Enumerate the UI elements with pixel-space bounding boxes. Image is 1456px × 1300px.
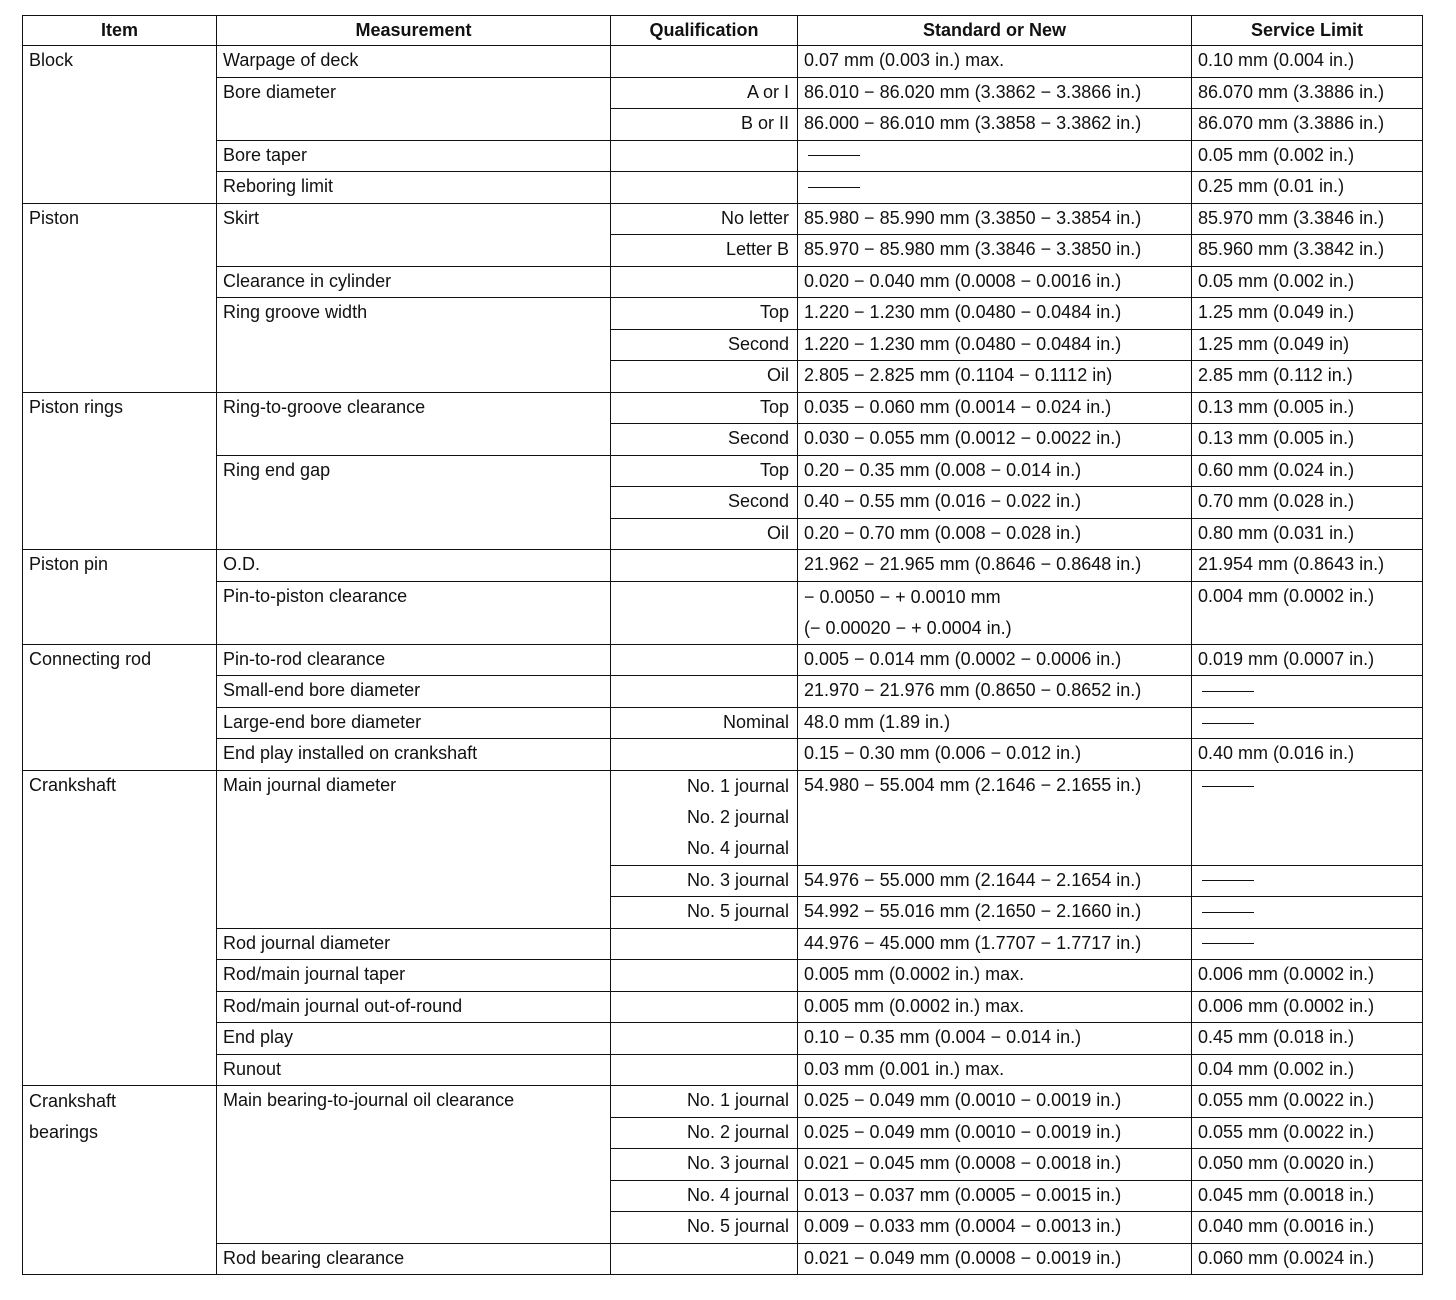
standard-cell: 85.980 − 85.990 mm (3.3850 − 3.3854 in.) (798, 203, 1192, 235)
service-limit-cell: 0.045 mm (0.0018 in.) (1192, 1180, 1423, 1212)
header-item: Item (23, 16, 217, 46)
service-limit-cell: 0.25 mm (0.01 in.) (1192, 172, 1423, 204)
service-limit-cell: 0.40 mm (0.016 in.) (1192, 739, 1423, 771)
service-limit-cell: 0.050 mm (0.0020 in.) (1192, 1149, 1423, 1181)
table-row (23, 1054, 1423, 1086)
measurement-cell: Pin-to-rod clearance (217, 644, 611, 676)
standard-cell: 21.962 − 21.965 mm (0.8646 − 0.8648 in.) (798, 550, 1192, 582)
standard-cell: 86.000 − 86.010 mm (3.3858 − 3.3862 in.) (798, 109, 1192, 141)
service-limit-cell: 0.60 mm (0.024 in.) (1192, 455, 1423, 487)
qualification-cell: No. 1 journal No. 2 journal No. 4 journal (611, 770, 798, 865)
measurement-cell: Rod/main journal taper (217, 960, 611, 992)
spec-table (22, 15, 1423, 1275)
item-cell: Piston rings (23, 392, 217, 550)
service-limit-cell: 0.04 mm (0.002 in.) (1192, 1054, 1423, 1086)
table-row (23, 707, 1423, 739)
measurement-cell: Main bearing-to-journal oil clearance (217, 1086, 611, 1244)
qualification-cell (611, 676, 798, 708)
header-service-limit: Service Limit (1192, 16, 1423, 46)
standard-cell: 0.021 − 0.049 mm (0.0008 − 0.0019 in.) (798, 1243, 1192, 1275)
table-row (23, 203, 1423, 235)
service-limit-cell: 0.055 mm (0.0022 in.) (1192, 1117, 1423, 1149)
item-cell: Crankshaft (23, 770, 217, 1085)
measurement-cell: Warpage of deck (217, 46, 611, 78)
qualification-cell: Oil (611, 518, 798, 550)
standard-cell: 44.976 − 45.000 mm (1.7707 − 1.7717 in.) (798, 928, 1192, 960)
measurement-cell: Runout (217, 1054, 611, 1086)
standard-cell: 0.40 − 0.55 mm (0.016 − 0.022 in.) (798, 487, 1192, 519)
qualification-cell (611, 1243, 798, 1275)
standard-cell: 2.805 − 2.825 mm (0.1104 − 0.1112 in) (798, 361, 1192, 393)
qualification-cell: Top (611, 455, 798, 487)
standard-cell: 54.980 − 55.004 mm (2.1646 − 2.1655 in.) (798, 770, 1192, 865)
service-limit-cell: 0.004 mm (0.0002 in.) (1192, 581, 1423, 644)
qualification-cell (611, 581, 798, 644)
service-limit-cell: 0.70 mm (0.028 in.) (1192, 487, 1423, 519)
standard-cell: 0.005 mm (0.0002 in.) max. (798, 960, 1192, 992)
qualification-cell: No letter (611, 203, 798, 235)
item-cell: Crankshaft bearings (23, 1086, 217, 1275)
standard-cell (798, 140, 1192, 172)
standard-cell: 48.0 mm (1.89 in.) (798, 707, 1192, 739)
standard-cell: 0.035 − 0.060 mm (0.0014 − 0.024 in.) (798, 392, 1192, 424)
standard-cell: 0.03 mm (0.001 in.) max. (798, 1054, 1192, 1086)
service-limit-cell (1192, 770, 1423, 865)
standard-cell: 0.10 − 0.35 mm (0.004 − 0.014 in.) (798, 1023, 1192, 1055)
table-row (23, 298, 1423, 330)
qualification-cell (611, 1023, 798, 1055)
service-limit-cell: 0.05 mm (0.002 in.) (1192, 266, 1423, 298)
standard-cell: 0.15 − 0.30 mm (0.006 − 0.012 in.) (798, 739, 1192, 771)
table-row (23, 644, 1423, 676)
qualification-cell: No. 2 journal (611, 1117, 798, 1149)
qualification-cell: No. 1 journal (611, 1086, 798, 1118)
service-limit-cell (1192, 865, 1423, 897)
qualification-cell (611, 928, 798, 960)
qualification-cell (611, 46, 798, 78)
measurement-cell: Ring groove width (217, 298, 611, 393)
measurement-cell: End play (217, 1023, 611, 1055)
measurement-cell: Ring end gap (217, 455, 611, 550)
standard-cell: 1.220 − 1.230 mm (0.0480 − 0.0484 in.) (798, 329, 1192, 361)
standard-cell: 85.970 − 85.980 mm (3.3846 − 3.3850 in.) (798, 235, 1192, 267)
header-qualification: Qualification (611, 16, 798, 46)
header-standard: Standard or New (798, 16, 1192, 46)
header-measurement: Measurement (217, 16, 611, 46)
standard-cell: 0.013 − 0.037 mm (0.0005 − 0.0015 in.) (798, 1180, 1192, 1212)
service-limit-cell: 2.85 mm (0.112 in.) (1192, 361, 1423, 393)
service-limit-cell: 0.006 mm (0.0002 in.) (1192, 991, 1423, 1023)
dash-mark (808, 187, 860, 188)
measurement-cell: Clearance in cylinder (217, 266, 611, 298)
table-row (23, 172, 1423, 204)
service-limit-cell: 0.05 mm (0.002 in.) (1192, 140, 1423, 172)
qualification-cell: Top (611, 392, 798, 424)
standard-cell: 0.025 − 0.049 mm (0.0010 − 0.0019 in.) (798, 1086, 1192, 1118)
table-row (23, 928, 1423, 960)
table-row (23, 676, 1423, 708)
qualification-cell (611, 1054, 798, 1086)
standard-cell: 54.976 − 55.000 mm (2.1644 − 2.1654 in.) (798, 865, 1192, 897)
qualification-cell (611, 644, 798, 676)
standard-cell: 0.021 − 0.045 mm (0.0008 − 0.0018 in.) (798, 1149, 1192, 1181)
table-row (23, 550, 1423, 582)
measurement-cell: Reboring limit (217, 172, 611, 204)
standard-cell: 0.20 − 0.70 mm (0.008 − 0.028 in.) (798, 518, 1192, 550)
service-limit-cell: 0.45 mm (0.018 in.) (1192, 1023, 1423, 1055)
table-row (23, 392, 1423, 424)
table-row (23, 739, 1423, 771)
item-cell: Connecting rod (23, 644, 217, 770)
standard-cell: 0.025 − 0.049 mm (0.0010 − 0.0019 in.) (798, 1117, 1192, 1149)
service-limit-cell: 0.060 mm (0.0024 in.) (1192, 1243, 1423, 1275)
standard-cell: − 0.0050 − + 0.0010 mm (− 0.00020 − + 0.0004 in.) (798, 581, 1192, 644)
service-limit-cell: 0.80 mm (0.031 in.) (1192, 518, 1423, 550)
service-limit-cell: 86.070 mm (3.3886 in.) (1192, 109, 1423, 141)
dash-mark (808, 155, 860, 156)
service-limit-cell: 85.960 mm (3.3842 in.) (1192, 235, 1423, 267)
table-row (23, 991, 1423, 1023)
measurement-cell: Pin-to-piston clearance (217, 581, 611, 644)
standard-cell: 21.970 − 21.976 mm (0.8650 − 0.8652 in.) (798, 676, 1192, 708)
qualification-cell: A or I (611, 77, 798, 109)
measurement-cell: Small-end bore diameter (217, 676, 611, 708)
dash-mark (1202, 723, 1254, 724)
service-limit-cell: 0.019 mm (0.0007 in.) (1192, 644, 1423, 676)
qualification-cell (611, 140, 798, 172)
item-cell: Piston pin (23, 550, 217, 645)
qualification-cell: Second (611, 329, 798, 361)
service-limit-cell: 1.25 mm (0.049 in) (1192, 329, 1423, 361)
measurement-cell: O.D. (217, 550, 611, 582)
qualification-cell: Second (611, 424, 798, 456)
standard-cell: 0.030 − 0.055 mm (0.0012 − 0.0022 in.) (798, 424, 1192, 456)
item-cell: Block (23, 46, 217, 204)
service-limit-cell: 0.13 mm (0.005 in.) (1192, 424, 1423, 456)
table-row (23, 46, 1423, 78)
header-row (23, 16, 1423, 46)
dash-mark (1202, 912, 1254, 913)
measurement-cell: Rod journal diameter (217, 928, 611, 960)
measurement-cell: End play installed on crankshaft (217, 739, 611, 771)
qualification-cell: Letter B (611, 235, 798, 267)
qualification-cell (611, 266, 798, 298)
table-row (23, 455, 1423, 487)
standard-cell: 0.20 − 0.35 mm (0.008 − 0.014 in.) (798, 455, 1192, 487)
measurement-cell: Main journal diameter (217, 770, 611, 928)
standard-cell: 0.07 mm (0.003 in.) max. (798, 46, 1192, 78)
standard-cell: 0.005 − 0.014 mm (0.0002 − 0.0006 in.) (798, 644, 1192, 676)
service-limit-cell: 86.070 mm (3.3886 in.) (1192, 77, 1423, 109)
measurement-cell: Skirt (217, 203, 611, 266)
qualification-cell: No. 3 journal (611, 865, 798, 897)
table-row (23, 77, 1423, 109)
table-row (23, 770, 1423, 865)
service-limit-cell: 0.055 mm (0.0022 in.) (1192, 1086, 1423, 1118)
standard-cell (798, 172, 1192, 204)
table-row (23, 1023, 1423, 1055)
service-limit-cell: 0.10 mm (0.004 in.) (1192, 46, 1423, 78)
qualification-cell (611, 991, 798, 1023)
qualification-cell (611, 550, 798, 582)
service-limit-cell: 0.040 mm (0.0016 in.) (1192, 1212, 1423, 1244)
qualification-cell: No. 3 journal (611, 1149, 798, 1181)
table-row (23, 1243, 1423, 1275)
measurement-cell: Bore taper (217, 140, 611, 172)
service-limit-cell (1192, 897, 1423, 929)
standard-cell: 0.005 mm (0.0002 in.) max. (798, 991, 1192, 1023)
standard-cell: 0.009 − 0.033 mm (0.0004 − 0.0013 in.) (798, 1212, 1192, 1244)
table-row (23, 960, 1423, 992)
measurement-cell: Bore diameter (217, 77, 611, 140)
qualification-cell: B or II (611, 109, 798, 141)
service-limit-cell (1192, 707, 1423, 739)
service-limit-cell: 21.954 mm (0.8643 in.) (1192, 550, 1423, 582)
measurement-cell: Rod bearing clearance (217, 1243, 611, 1275)
dash-mark (1202, 943, 1254, 944)
qualification-cell: Second (611, 487, 798, 519)
service-limit-cell: 85.970 mm (3.3846 in.) (1192, 203, 1423, 235)
qualification-cell: No. 5 journal (611, 1212, 798, 1244)
standard-cell: 1.220 − 1.230 mm (0.0480 − 0.0484 in.) (798, 298, 1192, 330)
service-limit-cell (1192, 676, 1423, 708)
table-row (23, 140, 1423, 172)
service-limit-cell (1192, 928, 1423, 960)
qualification-cell (611, 960, 798, 992)
measurement-cell: Ring-to-groove clearance (217, 392, 611, 455)
standard-cell: 54.992 − 55.016 mm (2.1650 − 2.1660 in.) (798, 897, 1192, 929)
dash-mark (1202, 691, 1254, 692)
table-row (23, 1086, 1423, 1118)
standard-cell: 0.020 − 0.040 mm (0.0008 − 0.0016 in.) (798, 266, 1192, 298)
qualification-cell (611, 739, 798, 771)
service-limit-cell: 0.006 mm (0.0002 in.) (1192, 960, 1423, 992)
measurement-cell: Rod/main journal out-of-round (217, 991, 611, 1023)
qualification-cell: No. 4 journal (611, 1180, 798, 1212)
qualification-cell: Oil (611, 361, 798, 393)
table-row (23, 266, 1423, 298)
qualification-cell: Nominal (611, 707, 798, 739)
dash-mark (1202, 880, 1254, 881)
standard-cell: 86.010 − 86.020 mm (3.3862 − 3.3866 in.) (798, 77, 1192, 109)
service-limit-cell: 0.13 mm (0.005 in.) (1192, 392, 1423, 424)
dash-mark (1202, 786, 1254, 787)
qualification-cell: No. 5 journal (611, 897, 798, 929)
service-limit-cell: 1.25 mm (0.049 in.) (1192, 298, 1423, 330)
qualification-cell: Top (611, 298, 798, 330)
measurement-cell: Large-end bore diameter (217, 707, 611, 739)
table-row (23, 581, 1423, 644)
qualification-cell (611, 172, 798, 204)
item-cell: Piston (23, 203, 217, 392)
